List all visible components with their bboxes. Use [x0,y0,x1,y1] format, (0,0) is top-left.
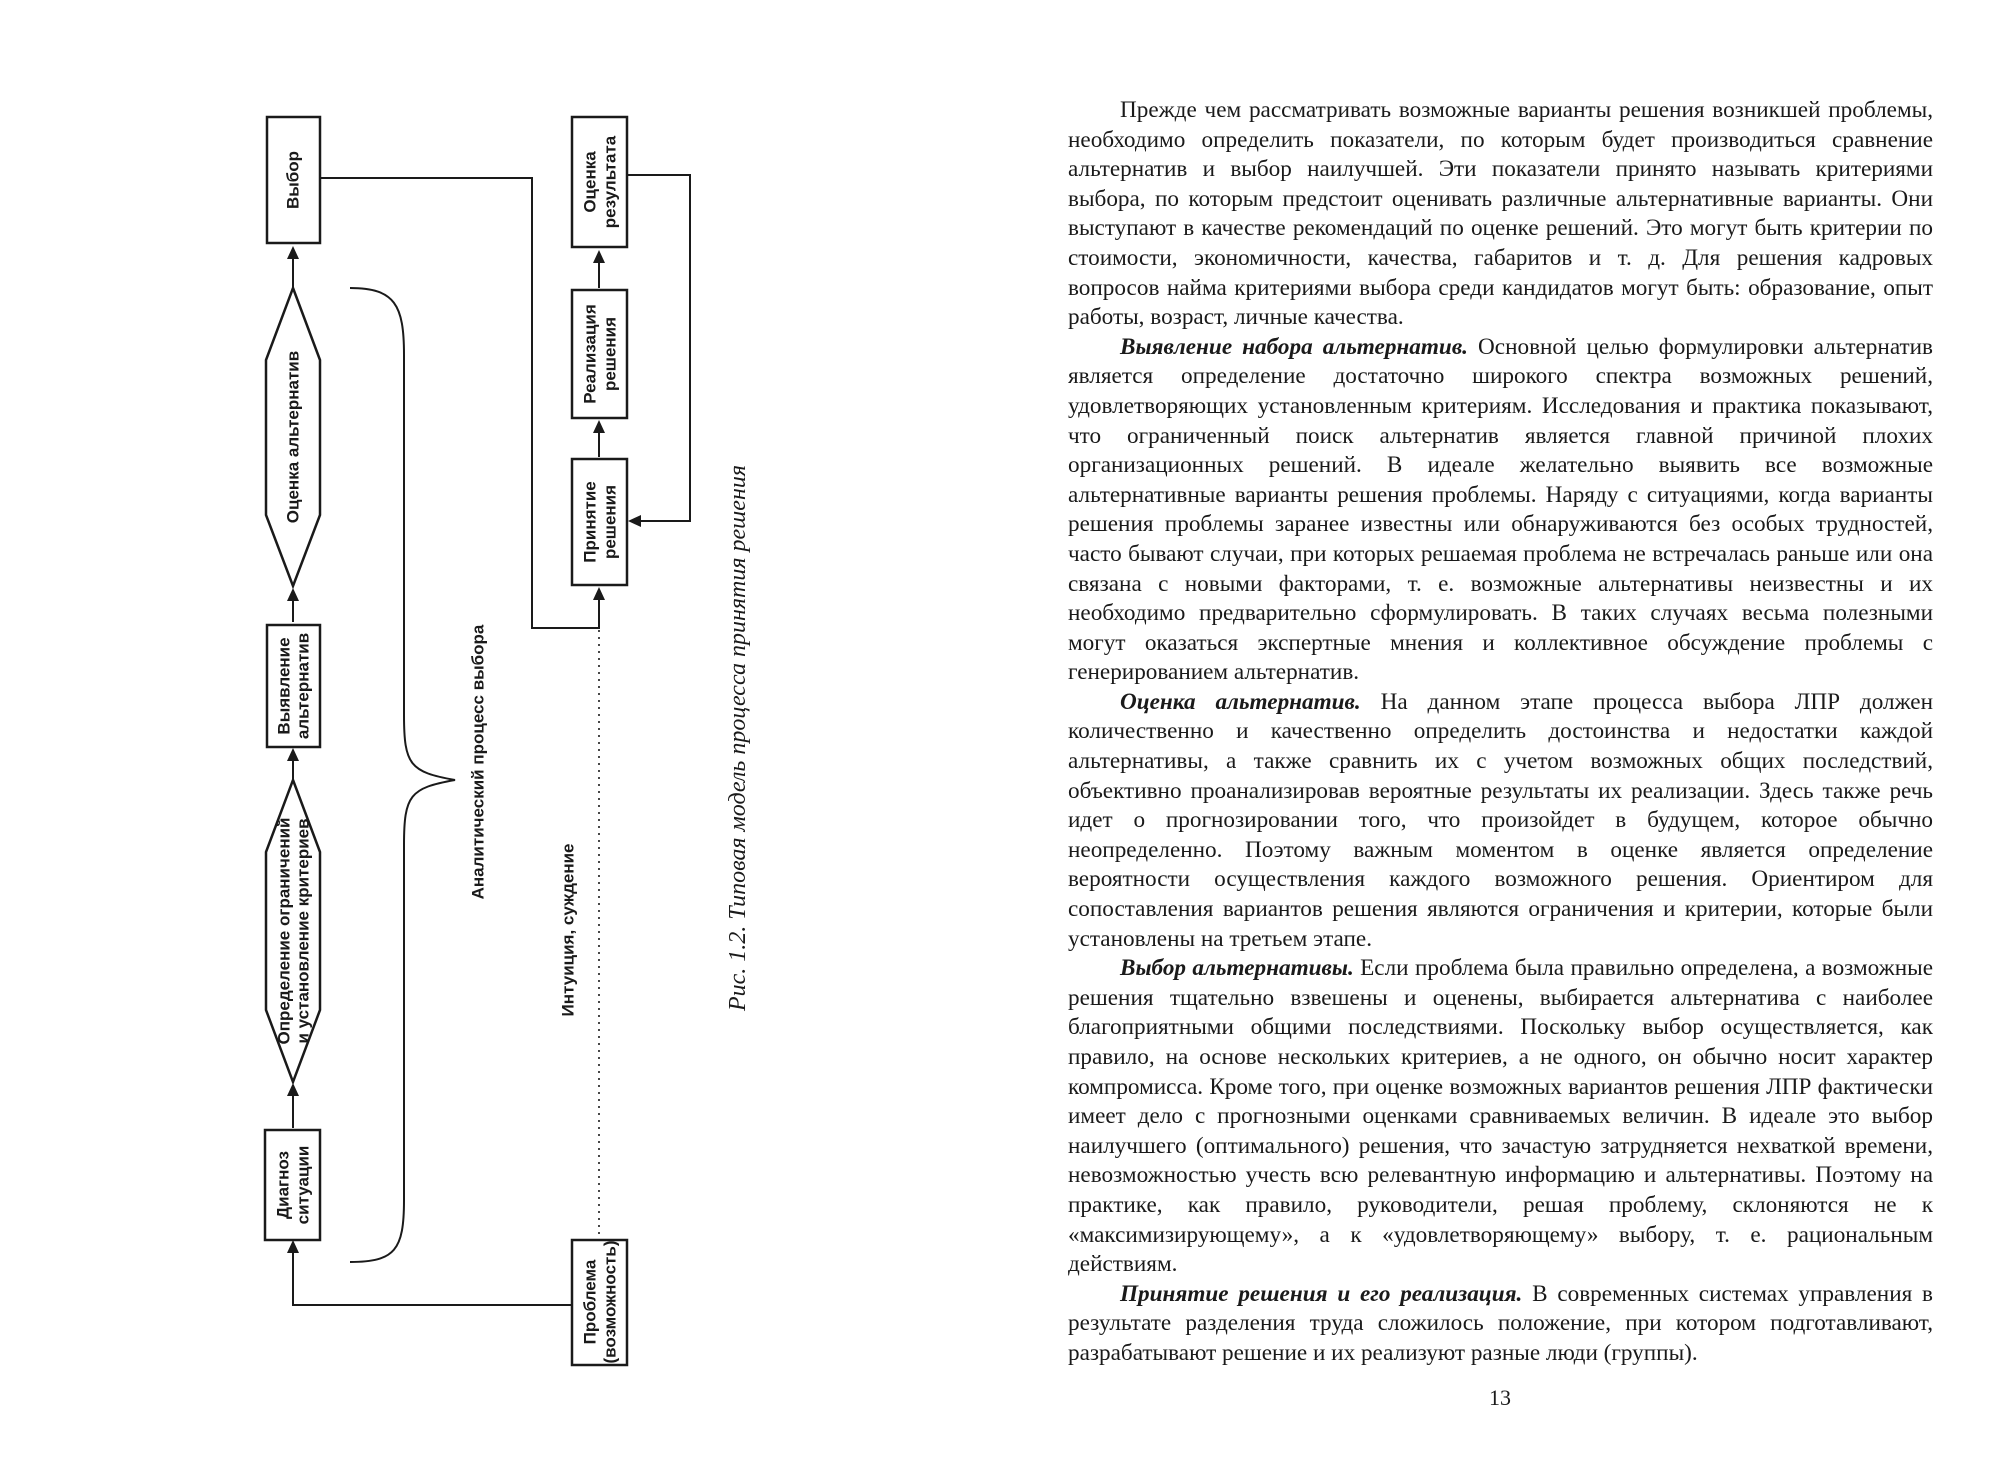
arrowhead-choice [287,246,299,259]
analytic-process-brace [350,288,455,1262]
heading-evaluation: Оценка альтернатив. [1120,688,1361,715]
node-problem-label-2: (возможность) [600,1240,620,1364]
node-alternatives-label-2: альтернатив [293,632,313,740]
paragraph-alternatives-set [1068,333,1933,688]
connector-choice-to-decision [320,178,599,628]
arrowhead-implementation [593,420,605,433]
arrowhead-diagnosis [287,1240,299,1253]
body-evaluation: На данном этапе процесса выбора ЛПР должен количественно и качественно определить достоинства и недостатки каждой альтернативы, а также сравнить их с учетом возможных общих последствий, объективно проанализировав вероятные результаты их реализации. Здесь также речь идет о прогнозировании того, что произойдет в будущем, которое обычно неопределенно. Поэтому важным моментом в оценке является определение вероятности осуществления каждого возможного решения. Ориентиром для сопоставления вариантов решения являются ограничения и критерии, которые были установлены на третьем этапе. [1068,688,1933,952]
node-result-label-2: результата [600,135,620,229]
body-choice: Если проблема была правильно определена, а возможные решения тщательно взвешены и оценены, выбирается альтернатива с наиболее благоприятными общими последствиями. Поскольку выбор осуществляется, как правило, на основе нескольких критериев, а не одного, он обычно носит характер компромисса. Кроме того, при оценке возможных вариантов решения ЛПР фактически имеет дело с прогнозными оценками сравниваемых величин. В идеале это выбор наилучшего (оптимального) решения, что зачастую затрудняется нехваткой времени, невозможностью учесть всю релевантную информацию и альтернативы. Поэтому на практике, как правило, руководители, решая проблему, склоняются не к «максимизирующему», а к «удовлетворяющему» выбору, т. е. рациональным действиям. [1068,955,1933,1278]
arrowhead-result [593,250,605,263]
figure-caption: Рис. 1.2. Типовая модель процесса принятия решения [725,464,751,1012]
node-result-label-1: Оценка [580,151,600,213]
node-problem-label-1: Проблема [580,1259,600,1345]
body-alternatives-set: Основной целью формулировки альтернатив является определение достаточно широкого спектра возможных решений, удовлетворяющих установленным критериям. Исследования и практика показывают, что ограниченный поиск альтернатив является главной причиной плохих организационных решений. В идеале желательно выявить все возможные альтернативные варианты решения проблемы. Наряду с ситуациями, когда варианты решения проблемы заранее известны или обнаруживаются без особых трудностей, часто бывают случаи, при которых решаемая проблема не встречалась раньше или она связана с новыми факторами, т. е. возможные альтернативы неизвестны и их необходимо предварительно сформулировать. В таких случаях весьма полезными могут оказаться экспертные мнения и коллективное обсуждение проблемы с генерированием альтернатив. [1068,333,1933,686]
arrowhead-feedback [628,515,641,527]
page-number: 13 [1489,1385,1511,1410]
node-diagnosis-label-2: ситуации [293,1145,313,1225]
text-column [1068,96,1933,1369]
node-evaluation-label: Оценка альтернатив [283,350,303,524]
arrowhead-evaluation [287,588,299,601]
node-implementation-label-2: решения [600,316,620,392]
node-constraints-label-2: и установление критериев [293,818,313,1044]
node-choice-label: Выбор [283,150,303,210]
body-decision-implementation: В современных системах управления в результате разделения труда сложилось положение, при котором подготавливают, разрабатывают решение и их реализуют разные люди (группы). [1068,1280,1933,1366]
paragraph-criteria: Прежде чем рассматривать возможные варианты решения возникшей проблемы, необходимо определить показатели, по которым будет производиться сравнение альтернатив и выбор наилучшей. Эти показатели принято называть критериями выбора, по которым предстоит оценивать различные альтернативные варианты. Они выступают в качестве рекомендаций по оценке решений. Это могут быть критерии по стоимости, экономичности, качества, габаритов и т. д. Для решения кадровых вопросов найма критериями выбора среди кандидатов могут быть: образование, опыт работы, возраст, личные качества. [1068,97,1933,331]
heading-alternatives-set: Выявление набора альтернатив. [1120,333,1468,360]
paragraph-decision-implementation [1068,1280,1933,1369]
node-decision-label-1: Принятие [580,481,600,563]
dotted-line-label: Интуиция, суждение [558,843,578,1017]
brace-label: Аналитический процесс выбора [468,624,488,900]
node-decision-label-2: решения [600,484,620,560]
connector-problem-to-diagnosis [293,1252,580,1305]
node-constraints-label-1: Определение ограничений [274,817,294,1045]
heading-decision-implementation: Принятие решения и его реализация. [1120,1280,1523,1307]
node-implementation-label-1: Реализация [580,304,600,404]
arrowhead-decision [593,587,605,600]
feedback-loop-line [627,175,690,521]
paragraph-choice [1068,954,1933,1280]
node-alternatives-label-1: Выявление [274,637,294,735]
paragraph-evaluation [1068,688,1933,954]
arrowhead-alternatives [287,748,299,761]
diagram-connectors [287,175,690,1305]
node-diagnosis-label-1: Диагноз [273,1151,293,1219]
heading-choice: Выбор альтернативы. [1120,955,1354,982]
